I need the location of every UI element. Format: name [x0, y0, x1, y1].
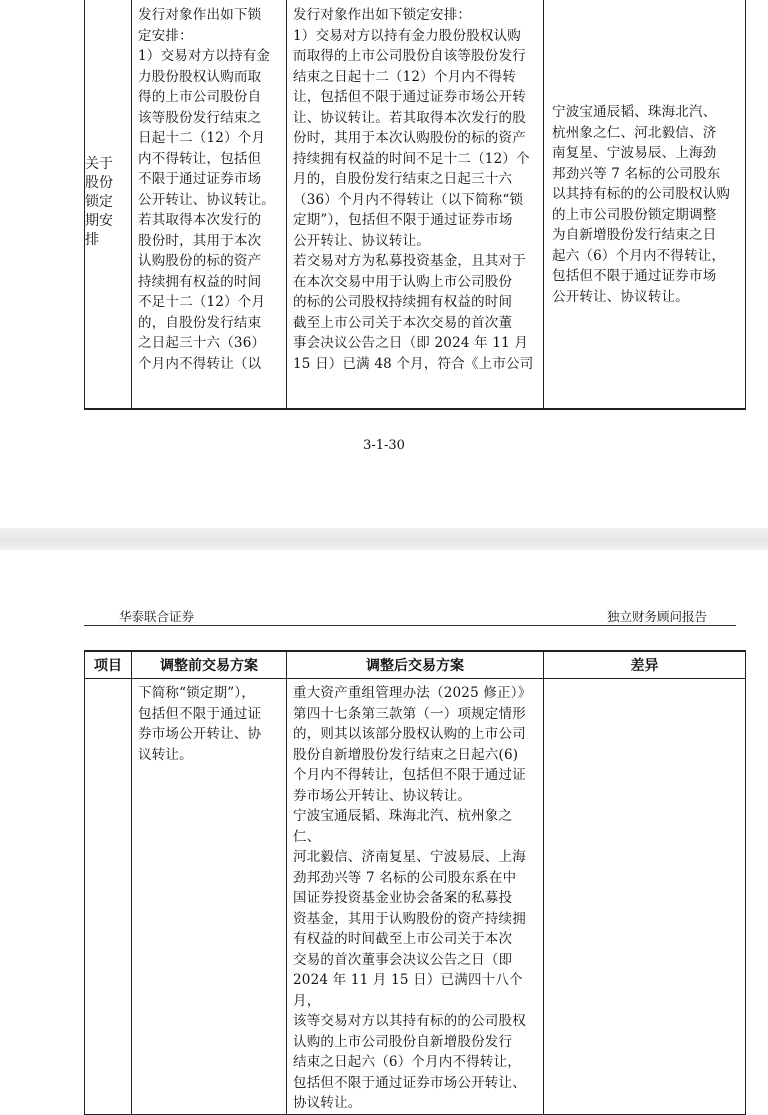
column-header-after: 调整后交易方案 [287, 651, 544, 679]
after-cell: 发行对象作出如下锁定安排： 1）交易对方以持有金力股份股权认购 而取得的上市公司股份自该等股份发行 结束之日起十二（12）个月内不得转 让，包括但不限于通过证券市场公开转 让、协议转让。若其取得本次发行的股 份时，其用于本次认购股份的标的资产 持续拥有权益的时间不足十二（12）个 月的，自股份发行结束之日起三十六 （36）个月内不得转让（以下简称“锁 定期”），包括但不限于通过证券市场 公开转让、协议转让。 若交易对方为私募投资基金，且其对于 在本次交易中用于认购上市公司股份 的标的公司股权持续拥有权益的时间 截至上市公司关于本次交易的首次董 事会决议公告之日（即 2024 年 11 月 15 日）已满 48 个月，符合《上市公司 [293, 7, 534, 372]
page-number: 3-1-30 [363, 438, 405, 453]
before-cell: 下简称“锁定期”）， 包括但不限于通过证 券市场公开转让、协 议转让。 [138, 685, 262, 763]
item-cell: 关于 股份 锁定 期安 排 [85, 0, 132, 409]
page-separator [0, 528, 768, 550]
header-company: 华泰联合证券 [119, 609, 195, 624]
table-row [85, 0, 746, 409]
diff-cell: 宁波宝通辰韬、珠海北汽、 杭州象之仁、河北毅信、济 南复星、宁波易辰、上海劲 邦劲兴等 7 名标的公司股东 以其持有标的的公司股权认购 的上市公司股份锁定期调整 为自新增股份发行结束之日 起六（6）个月内不得转让， 包括但不限于通过证券市场 公开转让、协议转让。 [552, 104, 731, 305]
table-row [85, 679, 746, 1115]
item-cell [85, 679, 132, 1115]
comparison-table [84, 650, 746, 1115]
document-page-1 [0, 0, 768, 528]
after-cell: 重大资产重组管理办法（2025 修正）》 第四十七条第三款第（一）项规定情形 的，则其以该部分股权认购的上市公司 股份自新增股份发行结束之日起六(6) 个月内不得转让，包括但不限于通过证 券市场公开转让、协议转让。 宁波宝通辰韬、珠海北汽、杭州象之仁、 河北毅信、济南复星、宁波易辰、上海 劲邦劲兴等 7 名标的公司股东系在中 国证券投资基金业协会备案的私募投 资基金，其用于认购股份的资产持续拥 有权益的时间截至上市公司关于本次 交易的首次董事会决议公告之日（即 2024 年 11 月 15 日）已满四十八个月， 该等交易对方以其持有标的的公司股权 认购的上市公司股份自新增股份发行 结束之日起六（6）个月内不得转让， 包括但不限于通过证券市场公开转让、 协议转让。 [293, 685, 532, 1111]
comparison-table-continued [84, 0, 746, 410]
header-rule [84, 625, 736, 626]
table-header-row [85, 651, 746, 679]
column-header-before: 调整前交易方案 [132, 651, 287, 679]
diff-cell [544, 679, 746, 1115]
column-header-diff: 差异 [544, 651, 746, 679]
header-report-title: 独立财务顾问报告 [607, 609, 708, 624]
before-cell: 发行对象作出如下锁 定安排： 1）交易对方以持有金 力股份股权认购而取 得的上市公司股份自 该等股份发行结束之 日起十二（12）个月 内不得转让，包括但 不限于通过证券市场 公开转让、协议转让。 若其取得本次发行的 股份时，其用于本次 认购股份的标的资产 持续拥有权益的时间 不足十二（12）个月 的，自股份发行结束 之日起三十六（36） 个月内不得转让（以 [138, 7, 275, 372]
document-page-2 [0, 550, 768, 1111]
column-header-item: 项目 [85, 651, 132, 679]
